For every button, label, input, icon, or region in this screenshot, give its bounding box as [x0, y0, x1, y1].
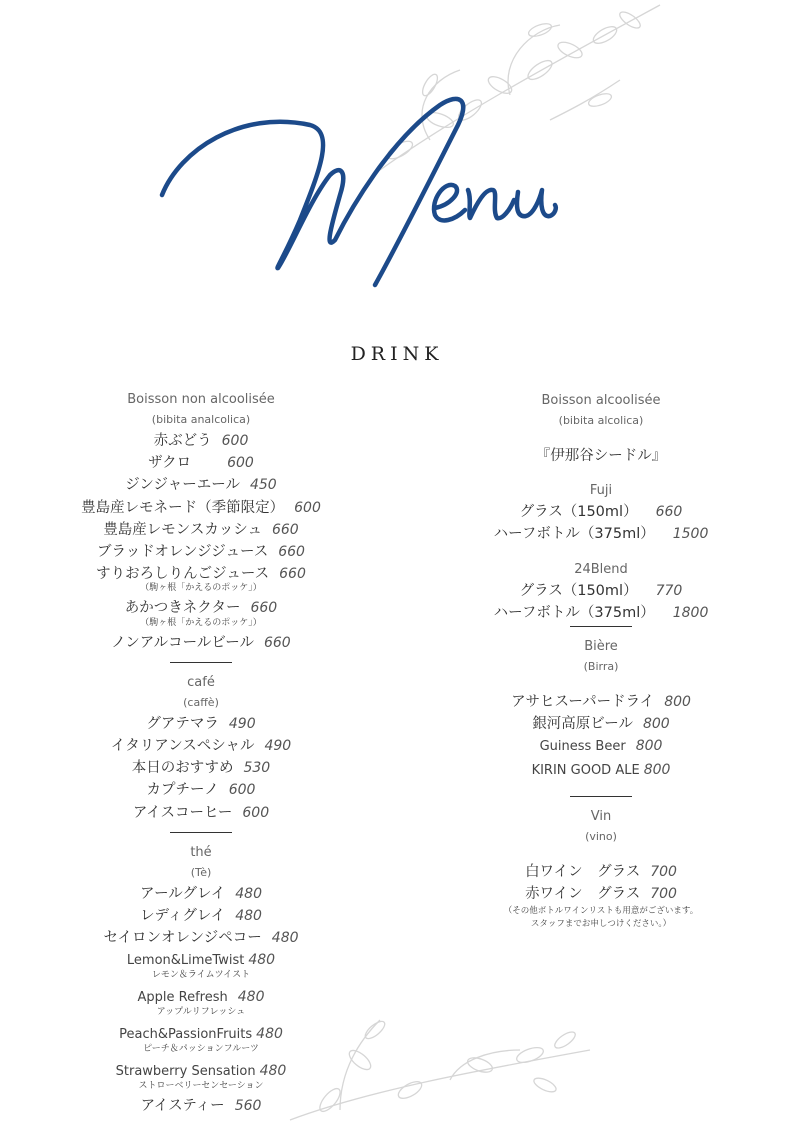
category-subheading: (Birra)	[583, 660, 619, 674]
menu-item: 赤ワイン グラス 700	[525, 886, 677, 903]
menu-item: あかつきネクター 660	[124, 600, 278, 617]
category-heading: Boisson alcoolisée	[541, 393, 661, 408]
divider	[570, 626, 632, 627]
left-column	[40, 390, 362, 1118]
menu-item: 豊島産レモネード（季節限定） 600	[81, 499, 321, 516]
wine-note: （その他ボトルワインリストも用意がございます。	[503, 906, 699, 917]
divider	[170, 832, 232, 833]
menu-item: Peach&PassionFruits 480	[119, 1026, 283, 1043]
category-heading: thé	[190, 844, 212, 860]
category-heading: Vin	[590, 808, 612, 824]
menu-item: カプチーノ 600	[146, 782, 256, 799]
menu-item: Guiness Beer 800	[539, 738, 663, 755]
menu-item: 銀河高原ビール 800	[532, 716, 670, 733]
menu-title-script	[150, 80, 570, 300]
menu-item: Apple Refresh 480	[137, 989, 265, 1006]
menu-item: ハーフボトル（375ml） 1800	[493, 604, 709, 621]
category-subheading: (bibita analcolica)	[151, 413, 251, 426]
menu-item: ハーフボトル（375ml） 1500	[493, 526, 709, 543]
category-subheading: (bibita alcolica)	[558, 414, 644, 427]
menu-item-note: レモン＆ライムツイスト	[151, 970, 251, 981]
menu-item: Lemon&LimeTwist 480	[126, 952, 276, 969]
menu-item-note: ストローベリーセンセーション	[138, 1081, 264, 1092]
category-heading: Boisson non alcoolisée	[127, 392, 275, 407]
menu-item: 本日のおすすめ 530	[131, 760, 271, 777]
menu-item: グラス（150ml） 770	[519, 582, 683, 599]
menu-item: アイスティー 560	[140, 1098, 262, 1115]
menu-item: 豊島産レモンスカッシュ 660	[103, 521, 299, 538]
menu-item: アサヒスーパードライ 800	[511, 694, 691, 711]
menu-item: アイスコーヒー 600	[132, 804, 270, 821]
divider	[570, 796, 632, 797]
menu-item: レディグレイ 480	[140, 908, 262, 925]
menu-item-note: ピーチ＆パッションフルーツ	[143, 1044, 259, 1055]
menu-item: 赤ぶどう 600	[153, 433, 249, 449]
menu-item: イタリアンスペシャル 490	[110, 738, 292, 755]
wine-note: スタッフまでお申しつけください。）	[530, 919, 672, 930]
category-heading: café	[187, 674, 215, 690]
category-subheading: (Tè)	[190, 865, 212, 879]
right-column	[440, 391, 762, 931]
group-heading: 24Blend	[574, 561, 628, 577]
menu-item: すりおろしりんごジュース 660	[96, 566, 306, 583]
category-heading: Bière	[584, 639, 618, 655]
menu-item-note: （駒ヶ根「かえるのポッケ」）	[140, 583, 262, 594]
menu-item: KIRIN GOOD ALE 800	[531, 761, 671, 778]
section-title: DRINK	[350, 343, 444, 365]
menu-item: ジンジャーエール 450	[125, 477, 277, 494]
menu-item: グラス（150ml） 660	[519, 504, 683, 521]
category-subheading: (vino)	[585, 829, 617, 843]
menu-item: ノンアルコールビール 660	[111, 634, 291, 651]
menu-item: Strawberry Sensation 480	[115, 1063, 287, 1080]
menu-item: アールグレイ 480	[140, 885, 262, 902]
menu-item-note: アップルリフレッシュ	[156, 1007, 246, 1018]
cider-title: 『伊那谷シードル』	[535, 448, 667, 464]
menu-item-note: （駒ヶ根「かえるのポッケ」）	[140, 617, 262, 628]
menu-item: ブラッドオレンジジュース 660	[97, 544, 305, 561]
menu-item: セイロンオレンジペコー 480	[103, 930, 299, 947]
menu-item: 白ワイン グラス 700	[525, 863, 677, 880]
menu-item: グアテマラ 490	[146, 715, 256, 732]
group-heading: Fuji	[589, 483, 613, 499]
category-subheading: (caffè)	[183, 695, 219, 709]
menu-item: ザクロ 600	[148, 455, 254, 472]
divider	[170, 662, 232, 663]
